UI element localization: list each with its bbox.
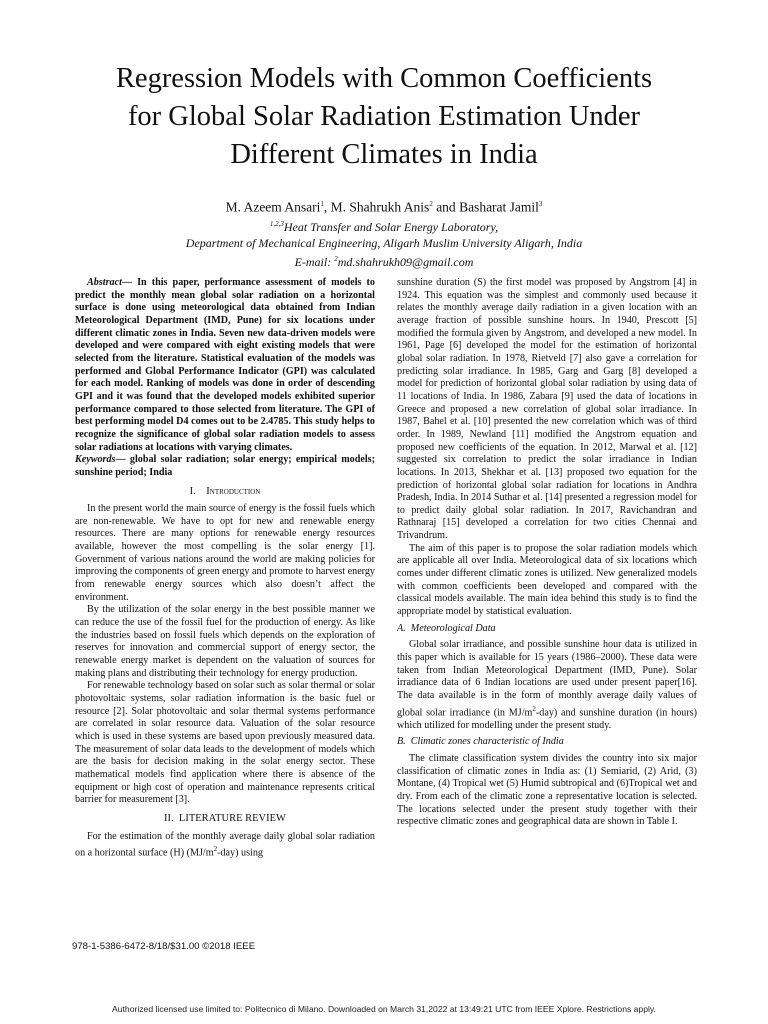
section-heading-literature-review: II. LITERATURE REVIEW — [164, 812, 286, 824]
author-name: M. Shahrukh Anis — [330, 199, 430, 215]
subsection-heading-meteorological-data: A. Meteorological Data — [397, 622, 496, 634]
title-line: Regression Models with Common Coefficients — [115, 63, 653, 94]
abstract: Abstract— In this paper, performance assessment of models to predict the monthly mean global solar radiation on a horizontal surface is done using meteorological data obtained from Indian Meteorological Department (IMD, Pune) for six locations under different climatic zones in India. Seven new data-driven models were developed and were compared with eight existing models that were selected from the literature. Statistical evaluation of the models was performed and Global Performance Indicator (GPI) was calculated for each model. Ranking of models was done in order of descending GPI and it was found that the developed models exhibited superior performance compared to those selected from literature. The GPI of best performing model D4 comes out to be 2.4785. This study helps to recognize the significance of global solar radiation models to assess solar radiations at locations with varying climates. — [75, 277, 375, 453]
license-footer: Authorized licensed use limited to: Politecnico di Milano. Downloaded on March 31,2022 at 13:49:21 UTC from IEEE Xplore. Restrictions apply. — [112, 1004, 656, 1014]
right-column — [397, 277, 697, 829]
subsection-heading-climatic-zones: B. Climatic zones characteristic of India — [397, 736, 564, 748]
body-paragraph: The climate classification system divides the country into six major classification of climatic zones in India as: (1) Semiarid, (2) Arid, (3) Montane, (4) Tropical wet (5) Humid subtropical and (6)Tropical wet and dry. From each of the climatic zone a representative location is selected. The locations selected under the present study together with their respective climatic zones and geographical data are shown in Table I. — [397, 753, 697, 828]
left-column — [75, 277, 375, 860]
body-paragraph: For the estimation of the monthly average daily global solar radiation on a horizontal surface (H) $(MJ/m^2-day)$ using — [75, 830, 375, 859]
body-paragraph: In the present world the main source of energy is the fossil fuels which are non-renewable. We have to opt for new and renewable energy resources. There are many options for renewable energy resources available, however the most compelling is the solar energy [1]. Government of various nations around the world are making policies for improving the components of green energy and promote to harvest energy from renewable energy sources which also doesn’t affect the environment. — [75, 503, 375, 603]
body-paragraph: Global solar irradiance, and possible sunshine hour data is utilized in this paper which is available for 15 years (1986–2000). These data were taken from Indian Meteorological Department (IMD, Pune). Solar irradiance data of 6 Indian locations are used under present paper[16]. The data available is in the form of monthly average daily values of global solar irradiance (in $MJ/m^2-day$) and sunshine duration (in hours) which utilized for modelling under the present study. — [397, 639, 698, 731]
body-paragraph: sunshine duration (S) the first model was proposed by Angstrom [4] in 1924. This equation was the simplest and commonly used because it relates the monthly average daily radiation in a given location with an average fraction of possible sunshine hours. In 1940, Prescott [5] modified the formula given by Angstrom, and developed a new model. In 1961, Page [6] developed the model for the estimation of horizontal global solar radiation. In 1978, Rietveld [7] also gave a correlation for predicting solar irradiance. In 1985, Garg and Garg [8] developed a model for prediction of horizontal global solar radiation by using data of 11 locations of India. In 1986, Zabara [9] used the data of locations in Greece and proposed a new correlation of global solar irradiance. In 1987, Bahel et al. [10] presented the new correlation which was of third order. In 1989, Newland [11] modified the Angstrom equation and proposed new coefficients of the equation. In 2012, Marwal et al. [12] suggested six correlation to predict the solar irradiance in Indian locations. In 2013, Shekhar et al. [13] proposed two equation for the prediction of horizontal global solar radiation for locations in Andhra Pradesh, India. In 2014 Suthar et al. [14] presented a regression model for to predict daily global solar radiation. In 2017, Ravichandran and Rathnaraj [15] developed a correlation for two cities Chennai and Trivandrum. — [397, 277, 697, 542]
affiliation-lab: $^{1,2,3}$Heat Transfer and Solar Energy Laboratory, — [269, 219, 499, 234]
author-names: M. Azeem Ansari$^1$, M. Shahrukh Anis$^2$ and Basharat Jamil$^3$ — [225, 199, 543, 215]
paper-title — [40, 60, 728, 174]
title-line: for Global Solar Radiation Estimation Under — [127, 101, 641, 132]
author-name: Basharat Jamil — [459, 199, 539, 215]
author-email: E-mail: $^2$md.shahrukh09@gmail.com — [294, 254, 474, 269]
body-paragraph: The aim of this paper is to propose the solar radiation models which are applicable all over India. Meteorological data of six locations which comes under different climatic zones is utilized. New generalized models with common coefficients been developed and compared with the classical models available. The main idea behind this study is to find the appropriate model by statistical evaluation. — [397, 542, 697, 618]
author-block — [0, 196, 768, 270]
keywords: Keywords— global solar radiation; solar energy; empirical models; sunshine period; India — [75, 454, 375, 478]
affiliation-department: Department of Mechanical Engineering, Aligarh Muslim University Aligarh, India — [185, 235, 583, 250]
body-paragraph: By the utilization of the solar energy in the best possible manner we can reduce the use of the fossil fuel for the production of energy. As like the industries based on fossil fuels which depends on the exploration of reserves for innovation and commercial support of energy sector, the renewable energy market is dependent on the valuation of sources for making plans and distributing their technology for energy production. — [75, 604, 375, 679]
author-name: M. Azeem Ansari — [225, 199, 321, 215]
title-line: Different Climates in India — [230, 139, 538, 170]
body-paragraph: For renewable technology based on solar such as solar thermal or solar photovoltaic systems, solar radiation information is the basic fuel or resource [2]. Solar photovoltaic and solar thermal systems performance are correlated in solar resource data. Valuation of the solar resource which is used in these systems are based upon previously measured data. The measurement of solar data leads to the development of models which are the basis for decision making in the solar energy sector. These mathematical models find application where there is absence of the equipment or high cost of operation and maintenance represents critical barrier for measurement [3]. — [75, 680, 375, 806]
isbn-copyright: 978-1-5386-6472-8/18/$31.00 ©2018 IEEE — [72, 941, 256, 952]
abstract-label: Abstract — [87, 277, 122, 288]
keywords-label: Keywords — [75, 454, 116, 466]
section-heading-introduction: I. Introduction — [189, 485, 261, 497]
